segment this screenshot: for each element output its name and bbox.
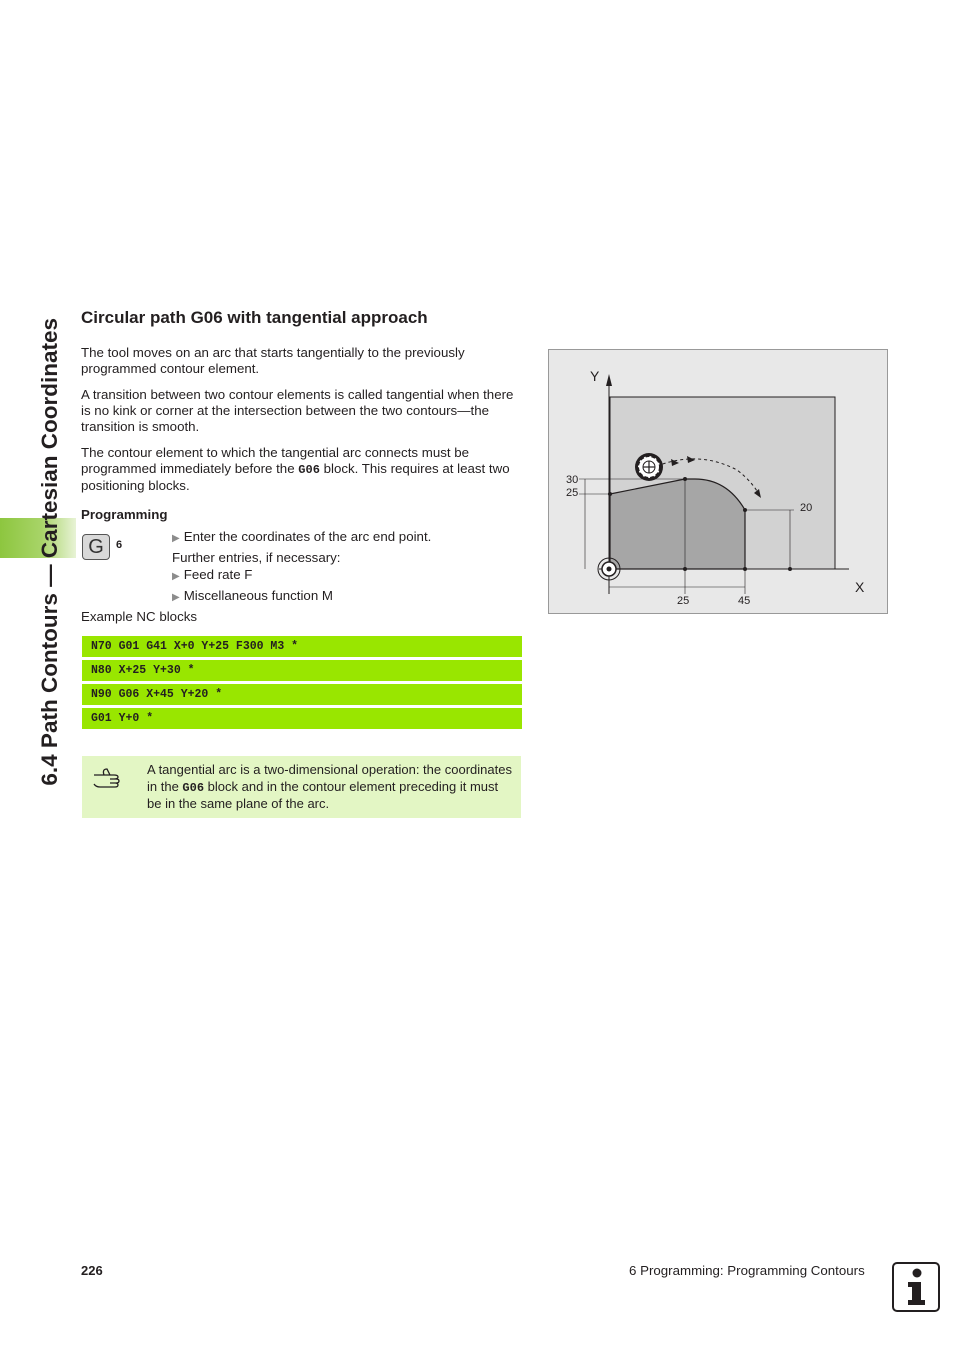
contour-figure — [548, 349, 888, 614]
point-x25 — [683, 567, 687, 571]
g-key-icon: G — [82, 534, 110, 560]
note-text-end: block and in the contour element preceding it must be in the same plane of the arc. — [147, 778, 499, 811]
g-key-number: 6 — [116, 539, 123, 551]
chapter-title: 6 Programming: Programming Contours — [629, 1263, 865, 1278]
milling-tool-icon — [635, 453, 663, 481]
axis-x-label: X — [855, 579, 865, 595]
point-arc-end — [743, 508, 747, 512]
code-block: N70 G01 G41 X+0 Y+25 F300 M3 * — [82, 636, 522, 657]
page-number: 226 — [81, 1263, 103, 1278]
triangle-bullet-icon: ▶ — [172, 571, 180, 582]
note-text — [147, 762, 512, 813]
paragraph-2: A transition between two contour elements is called tangential when there is no kink or corner at the intersection between the two contours—the transition is smooth. — [81, 387, 514, 434]
origin-icon — [598, 558, 620, 580]
code-block: N80 X+25 Y+30 * — [82, 660, 522, 681]
label-25-x: 25 — [677, 595, 690, 607]
step-feed-rate — [172, 567, 252, 585]
point-x45 — [743, 567, 747, 571]
paragraph-3-start: The contour element to which the tangential arc connects must be programmed immediately before the — [81, 445, 470, 476]
step-end-point-text: Enter the coordinates of the arc end point. — [183, 529, 432, 544]
step-misc-function — [172, 588, 333, 606]
note-code: G06 — [182, 780, 205, 795]
label-20: 20 — [800, 502, 813, 514]
contour-diagram — [549, 350, 887, 613]
paragraph-3-end: block. This requires at least two positioning blocks. — [81, 461, 510, 493]
paragraph-1: The tool moves on an arc that starts tangentially to the previously programmed contour element. — [81, 345, 465, 376]
note-box — [82, 756, 521, 818]
info-glyph — [894, 1264, 938, 1310]
code-block: G01 Y+0 * — [82, 708, 522, 729]
contour-region — [610, 479, 745, 569]
label-45: 45 — [738, 595, 751, 607]
note-text-start: A tangential arc is a two-dimensional operation: the coordinates in the — [147, 762, 512, 794]
side-title — [30, 318, 70, 828]
paragraph-3-code: G06 — [298, 463, 320, 477]
axis-y-label: Y — [590, 368, 600, 384]
label-25-y: 25 — [566, 487, 579, 499]
programming-heading: Programming — [81, 507, 168, 522]
label-30: 30 — [566, 474, 579, 486]
further-entries: Further entries, if necessary: — [172, 550, 341, 565]
section-heading: Circular path G06 with tangential approach — [81, 308, 428, 327]
step-end-point — [172, 529, 431, 547]
step-feed-rate-text: Feed rate F — [183, 567, 253, 582]
example-label: Example NC blocks — [81, 609, 198, 624]
point-arc-start — [683, 477, 687, 481]
point-start — [608, 492, 612, 496]
point-x-axis-end — [788, 567, 792, 571]
pointing-hand-icon — [92, 766, 128, 790]
side-title-text: 6.4 Path Contours — Cartesian Coordinates — [37, 318, 62, 786]
triangle-bullet-icon: ▶ — [172, 533, 180, 544]
paragraph-3 — [81, 445, 526, 494]
step-misc-function-text: Miscellaneous function M — [183, 588, 333, 603]
triangle-bullet-icon: ▶ — [172, 592, 180, 603]
y-axis-arrow-icon — [606, 374, 612, 386]
info-icon — [892, 1262, 940, 1312]
code-block: N90 G06 X+45 Y+20 * — [82, 684, 522, 705]
